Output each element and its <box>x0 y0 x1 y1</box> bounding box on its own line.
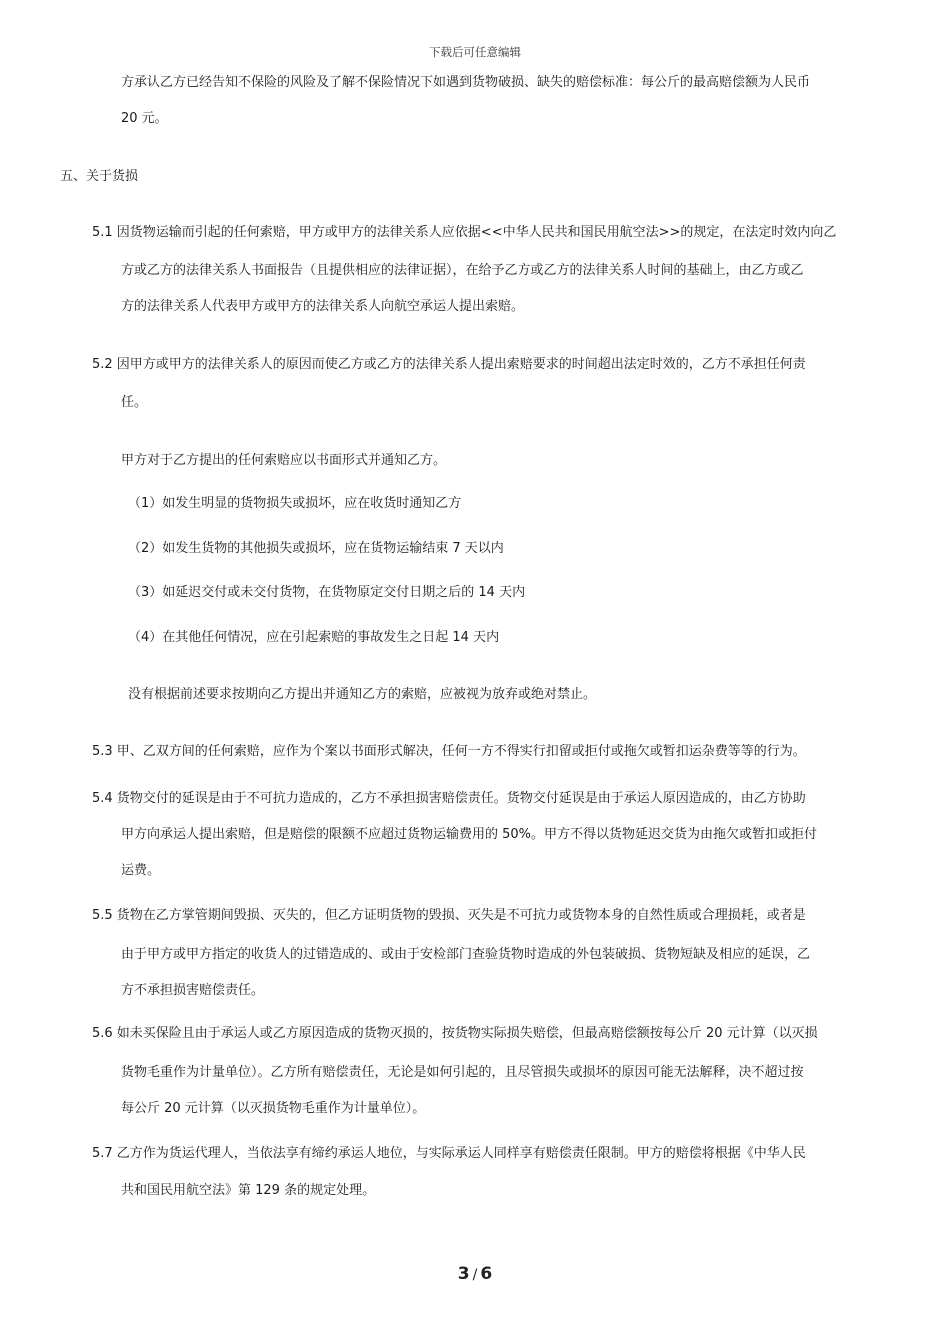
clause-5-6-line: 每公斤 20 元计算（以灭损货物毛重作为计量单位）。 <box>121 1101 426 1116</box>
list-item: （3）如延迟交付或未交付货物，在货物原定交付日期之后的 14 天内 <box>128 585 526 600</box>
clause-5-4-line: 5.4 货物交付的延误是由于不可抗力造成的，乙方不承担损害赔偿责任。货物交付延误是由于承运人原因造成的，由乙方协助 <box>92 791 806 806</box>
clause-5-1-line: 方的法律关系人代表甲方或甲方的法律关系人向航空承运人提出索赔。 <box>121 299 525 314</box>
clause-5-3-line: 5.3 甲、乙双方间的任何索赔，应作为个案以书面形式解决，任何一方不得实行扣留或拒付或拖欠或暂扣运杂费等等的行为。 <box>92 744 806 759</box>
page-number <box>0 1264 950 1284</box>
current-page: 3 <box>457 1264 470 1284</box>
clause-5-7-line: 5.7 乙方作为货运代理人，当依法享有缔约承运人地位，与实际承运人同样享有赔偿责任限制。甲方的赔偿将根据《中华人民 <box>92 1146 806 1161</box>
list-item: （4）在其他任何情况，应在引起索赔的事故发生之日起 14 天内 <box>128 630 500 645</box>
total-pages: 6 <box>480 1264 493 1284</box>
waiver-statement: 没有根据前述要求按期向乙方提出并通知乙方的索赔，应被视为放弃或绝对禁止。 <box>128 687 597 702</box>
clause-5-6-line: 5.6 如未买保险且由于承运人或乙方原因造成的货物灭损的，按货物实际损失赔偿，但最高赔偿额按每公斤 20 元计算（以灭损 <box>92 1026 818 1041</box>
clause-5-1-line: 5.1 因货物运输而引起的任何索赔，甲方或甲方的法律关系人应依据<<中华人民共和国民用航空法>>的规定，在法定时效内向乙 <box>92 225 837 240</box>
page-header: 下载后可任意编辑 <box>429 45 521 59</box>
clause-5-5-line: 5.5 货物在乙方掌管期间毁损、灭失的，但乙方证明货物的毁损、灭失是不可抗力或货物本身的自然性质或合理损耗，或者是 <box>92 908 806 923</box>
paragraph-line: 20 元。 <box>121 111 168 126</box>
clause-5-7-line: 共和国民用航空法》第 129 条的规定处理。 <box>121 1183 376 1198</box>
clause-5-2-line: 任。 <box>121 395 148 410</box>
clause-5-5-line: 由于甲方或甲方指定的收货人的过错造成的、或由于安检部门查验货物时造成的外包装破损、货物短缺及相应的延误，乙 <box>121 947 811 962</box>
clause-5-4-line: 运费。 <box>121 863 161 878</box>
clause-5-4-line: 甲方向承运人提出索赔，但是赔偿的限额不应超过货物运输费用的 50%。甲方不得以货物延迟交货为由拖欠或暂扣或拒付 <box>121 827 818 842</box>
page-separator: / <box>472 1267 478 1283</box>
section-heading: 五、关于货损 <box>60 169 139 184</box>
notice-requirement: 甲方对于乙方提出的任何索赔应以书面形式并通知乙方。 <box>121 453 447 468</box>
clause-5-2-line: 5.2 因甲方或甲方的法律关系人的原因而使乙方或乙方的法律关系人提出索赔要求的时间超出法定时效的，乙方不承担任何责 <box>92 357 806 372</box>
clause-5-5-line: 方不承担损害赔偿责任。 <box>121 983 265 998</box>
list-item: （2）如发生货物的其他损失或损坏，应在货物运输结束 7 天以内 <box>128 541 504 556</box>
paragraph-line: 方承认乙方已经告知不保险的风险及了解不保险情况下如遇到货物破损、缺失的赔偿标准：每公斤的最高赔偿额为人民币 <box>121 75 811 90</box>
clause-5-6-line: 货物毛重作为计量单位）。乙方所有赔偿责任，无论是如何引起的，且尽管损失或损坏的原因可能无法解释，决不超过按 <box>121 1065 804 1080</box>
list-item: （1）如发生明显的货物损失或损坏，应在收货时通知乙方 <box>128 496 462 511</box>
clause-5-1-line: 方或乙方的法律关系人书面报告（且提供相应的法律证据），在给予乙方或乙方的法律关系人时间的基础上，由乙方或乙 <box>121 263 804 278</box>
